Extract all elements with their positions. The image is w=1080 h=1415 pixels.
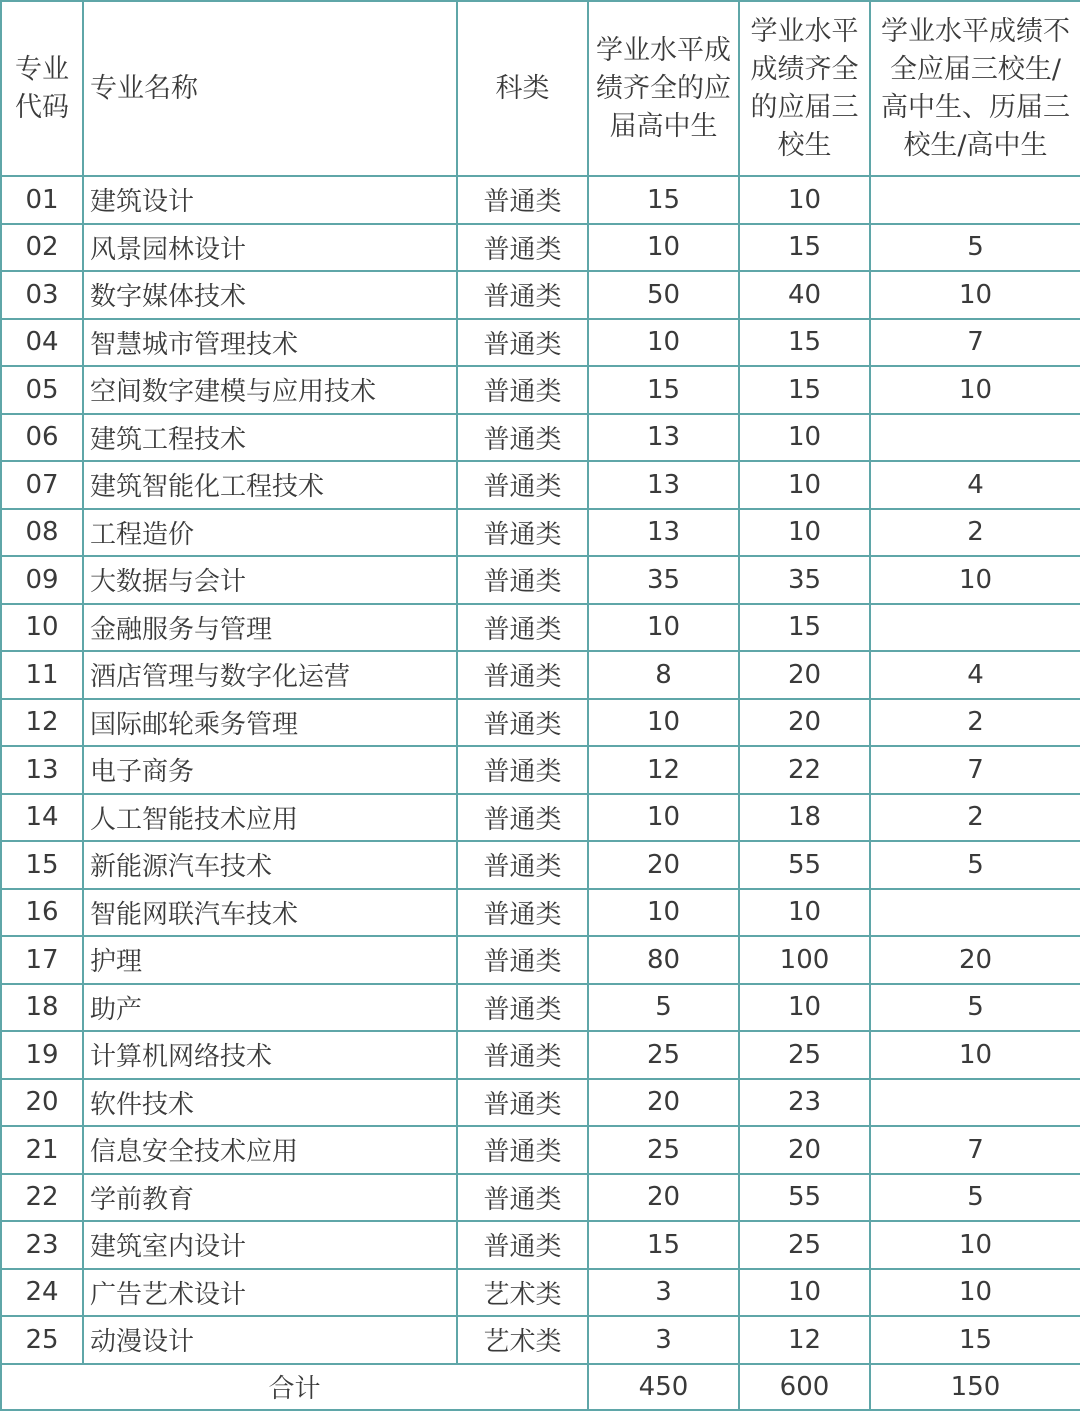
- table-row: [1, 461, 1080, 509]
- count-complete-graduates-cell: 10: [588, 699, 739, 747]
- count-complete-vocational-cell: 25: [739, 1221, 870, 1269]
- table-row: [1, 1174, 1080, 1222]
- category-cell: 普通类: [457, 794, 588, 842]
- major-code-cell: 20: [1, 1079, 83, 1127]
- major-name-cell: 助产: [83, 984, 457, 1032]
- table-row: [1, 319, 1080, 367]
- count-complete-vocational-cell: 20: [739, 1126, 870, 1174]
- table-row: [1, 841, 1080, 889]
- major-name-cell: 酒店管理与数字化运营: [83, 651, 457, 699]
- count-complete-graduates-cell: 10: [588, 604, 739, 652]
- table-row: [1, 699, 1080, 747]
- count-incomplete-cell: [870, 176, 1080, 224]
- major-code-cell: 15: [1, 841, 83, 889]
- major-code-cell: 07: [1, 461, 83, 509]
- major-name-cell: 建筑工程技术: [83, 414, 457, 462]
- category-cell: 普通类: [457, 176, 588, 224]
- table-row: [1, 984, 1080, 1032]
- count-incomplete-cell: 5: [870, 984, 1080, 1032]
- total-label: 合计: [1, 1364, 588, 1410]
- header-major-name: 专业名称: [83, 1, 457, 176]
- count-complete-vocational-cell: 10: [739, 889, 870, 937]
- count-complete-graduates-cell: 10: [588, 224, 739, 272]
- category-cell: 普通类: [457, 509, 588, 557]
- header-complete-scores-graduates: 学业水平成 绩齐全的应 届高中生: [588, 1, 739, 176]
- count-complete-vocational-cell: 15: [739, 366, 870, 414]
- major-name-cell: 智能网联汽车技术: [83, 889, 457, 937]
- major-name-cell: 电子商务: [83, 746, 457, 794]
- major-name-cell: 金融服务与管理: [83, 604, 457, 652]
- category-cell: 普通类: [457, 699, 588, 747]
- major-code-cell: 03: [1, 271, 83, 319]
- count-complete-graduates-cell: 35: [588, 556, 739, 604]
- count-complete-graduates-cell: 10: [588, 319, 739, 367]
- count-incomplete-cell: 2: [870, 509, 1080, 557]
- category-cell: 普通类: [457, 984, 588, 1032]
- category-cell: 普通类: [457, 1221, 588, 1269]
- count-incomplete-cell: [870, 604, 1080, 652]
- major-code-cell: 02: [1, 224, 83, 272]
- count-complete-vocational-cell: 23: [739, 1079, 870, 1127]
- major-code-cell: 10: [1, 604, 83, 652]
- major-code-cell: 16: [1, 889, 83, 937]
- table-row: [1, 651, 1080, 699]
- major-code-cell: 12: [1, 699, 83, 747]
- count-complete-vocational-cell: 10: [739, 176, 870, 224]
- major-name-cell: 工程造价: [83, 509, 457, 557]
- category-cell: 普通类: [457, 461, 588, 509]
- count-incomplete-cell: 10: [870, 556, 1080, 604]
- major-code-cell: 24: [1, 1269, 83, 1317]
- count-incomplete-cell: 7: [870, 1126, 1080, 1174]
- count-complete-graduates-cell: 10: [588, 794, 739, 842]
- count-complete-vocational-cell: 18: [739, 794, 870, 842]
- header-major-code: 专业 代码: [1, 1, 83, 176]
- major-name-cell: 护理: [83, 936, 457, 984]
- major-name-cell: 新能源汽车技术: [83, 841, 457, 889]
- category-cell: 艺术类: [457, 1269, 588, 1317]
- count-incomplete-cell: 10: [870, 1031, 1080, 1079]
- count-complete-graduates-cell: 50: [588, 271, 739, 319]
- count-complete-graduates-cell: 12: [588, 746, 739, 794]
- table-row: [1, 176, 1080, 224]
- major-name-cell: 广告艺术设计: [83, 1269, 457, 1317]
- category-cell: 普通类: [457, 651, 588, 699]
- table-row: [1, 414, 1080, 462]
- count-incomplete-cell: [870, 1079, 1080, 1127]
- count-complete-vocational-cell: 10: [739, 984, 870, 1032]
- category-cell: 普通类: [457, 366, 588, 414]
- count-incomplete-cell: 5: [870, 224, 1080, 272]
- count-complete-vocational-cell: 55: [739, 1174, 870, 1222]
- count-complete-vocational-cell: 22: [739, 746, 870, 794]
- table-row: [1, 889, 1080, 937]
- count-incomplete-cell: 10: [870, 1221, 1080, 1269]
- count-complete-vocational-cell: 10: [739, 509, 870, 557]
- table-row: [1, 746, 1080, 794]
- count-complete-vocational-cell: 15: [739, 604, 870, 652]
- count-incomplete-cell: 10: [870, 366, 1080, 414]
- major-name-cell: 建筑设计: [83, 176, 457, 224]
- count-complete-vocational-cell: 12: [739, 1316, 870, 1364]
- count-complete-vocational-cell: 10: [739, 461, 870, 509]
- count-incomplete-cell: 2: [870, 794, 1080, 842]
- count-complete-graduates-cell: 5: [588, 984, 739, 1032]
- major-code-cell: 01: [1, 176, 83, 224]
- major-code-cell: 25: [1, 1316, 83, 1364]
- major-name-cell: 信息安全技术应用: [83, 1126, 457, 1174]
- major-name-cell: 国际邮轮乘务管理: [83, 699, 457, 747]
- count-complete-vocational-cell: 100: [739, 936, 870, 984]
- table-row: [1, 1269, 1080, 1317]
- table-body: [1, 176, 1080, 1364]
- major-name-cell: 人工智能技术应用: [83, 794, 457, 842]
- category-cell: 艺术类: [457, 1316, 588, 1364]
- header-row: [1, 1, 1080, 176]
- count-incomplete-cell: 15: [870, 1316, 1080, 1364]
- category-cell: 普通类: [457, 1174, 588, 1222]
- count-incomplete-cell: 5: [870, 1174, 1080, 1222]
- major-code-cell: 22: [1, 1174, 83, 1222]
- category-cell: 普通类: [457, 224, 588, 272]
- count-incomplete-cell: 4: [870, 651, 1080, 699]
- count-complete-graduates-cell: 25: [588, 1126, 739, 1174]
- count-complete-vocational-cell: 55: [739, 841, 870, 889]
- major-name-cell: 动漫设计: [83, 1316, 457, 1364]
- count-complete-graduates-cell: 20: [588, 1079, 739, 1127]
- major-code-cell: 04: [1, 319, 83, 367]
- count-complete-vocational-cell: 25: [739, 1031, 870, 1079]
- count-complete-graduates-cell: 15: [588, 176, 739, 224]
- table-row: [1, 604, 1080, 652]
- major-name-cell: 建筑智能化工程技术: [83, 461, 457, 509]
- category-cell: 普通类: [457, 841, 588, 889]
- count-complete-vocational-cell: 15: [739, 224, 870, 272]
- table-row: [1, 366, 1080, 414]
- count-incomplete-cell: 10: [870, 271, 1080, 319]
- count-complete-graduates-cell: 20: [588, 1174, 739, 1222]
- major-name-cell: 学前教育: [83, 1174, 457, 1222]
- category-cell: 普通类: [457, 1126, 588, 1174]
- major-name-cell: 大数据与会计: [83, 556, 457, 604]
- header-category: 科类: [457, 1, 588, 176]
- category-cell: 普通类: [457, 319, 588, 367]
- category-cell: 普通类: [457, 556, 588, 604]
- category-cell: 普通类: [457, 414, 588, 462]
- count-complete-graduates-cell: 3: [588, 1316, 739, 1364]
- major-name-cell: 风景园林设计: [83, 224, 457, 272]
- count-complete-graduates-cell: 10: [588, 889, 739, 937]
- category-cell: 普通类: [457, 1079, 588, 1127]
- major-code-cell: 11: [1, 651, 83, 699]
- table-row: [1, 224, 1080, 272]
- major-code-cell: 19: [1, 1031, 83, 1079]
- major-name-cell: 智慧城市管理技术: [83, 319, 457, 367]
- count-incomplete-cell: 7: [870, 746, 1080, 794]
- total-a: 450: [588, 1364, 739, 1410]
- count-incomplete-cell: 10: [870, 1269, 1080, 1317]
- major-code-cell: 18: [1, 984, 83, 1032]
- count-incomplete-cell: [870, 414, 1080, 462]
- table-row: [1, 1316, 1080, 1364]
- major-code-cell: 17: [1, 936, 83, 984]
- total-c: 150: [870, 1364, 1080, 1410]
- count-complete-graduates-cell: 80: [588, 936, 739, 984]
- table-row: [1, 509, 1080, 557]
- count-incomplete-cell: 2: [870, 699, 1080, 747]
- count-complete-graduates-cell: 13: [588, 509, 739, 557]
- table-row: [1, 1126, 1080, 1174]
- table-row: [1, 936, 1080, 984]
- count-complete-vocational-cell: 35: [739, 556, 870, 604]
- count-complete-vocational-cell: 10: [739, 1269, 870, 1317]
- count-complete-graduates-cell: 20: [588, 841, 739, 889]
- major-code-cell: 13: [1, 746, 83, 794]
- count-complete-graduates-cell: 8: [588, 651, 739, 699]
- count-incomplete-cell: 7: [870, 319, 1080, 367]
- total-row: [1, 1364, 1080, 1410]
- major-name-cell: 建筑室内设计: [83, 1221, 457, 1269]
- count-complete-vocational-cell: 15: [739, 319, 870, 367]
- total-b: 600: [739, 1364, 870, 1410]
- count-complete-graduates-cell: 15: [588, 366, 739, 414]
- major-code-cell: 06: [1, 414, 83, 462]
- major-code-cell: 23: [1, 1221, 83, 1269]
- count-complete-vocational-cell: 20: [739, 651, 870, 699]
- count-complete-vocational-cell: 10: [739, 414, 870, 462]
- count-complete-graduates-cell: 13: [588, 461, 739, 509]
- count-complete-graduates-cell: 15: [588, 1221, 739, 1269]
- count-incomplete-cell: 4: [870, 461, 1080, 509]
- major-name-cell: 空间数字建模与应用技术: [83, 366, 457, 414]
- table-row: [1, 794, 1080, 842]
- category-cell: 普通类: [457, 271, 588, 319]
- category-cell: 普通类: [457, 889, 588, 937]
- header-complete-scores-vocational: 学业水平 成绩齐全 的应届三 校生: [739, 1, 870, 176]
- major-code-cell: 08: [1, 509, 83, 557]
- table-row: [1, 1221, 1080, 1269]
- category-cell: 普通类: [457, 1031, 588, 1079]
- major-name-cell: 软件技术: [83, 1079, 457, 1127]
- count-complete-graduates-cell: 13: [588, 414, 739, 462]
- count-complete-graduates-cell: 3: [588, 1269, 739, 1317]
- count-incomplete-cell: 5: [870, 841, 1080, 889]
- header-incomplete-scores: 学业水平成绩不 全应届三校生/ 高中生、历届三 校生/高中生: [870, 1, 1080, 176]
- table-row: [1, 1079, 1080, 1127]
- major-code-cell: 05: [1, 366, 83, 414]
- count-complete-vocational-cell: 40: [739, 271, 870, 319]
- category-cell: 普通类: [457, 604, 588, 652]
- count-incomplete-cell: [870, 889, 1080, 937]
- table-row: [1, 556, 1080, 604]
- count-complete-vocational-cell: 20: [739, 699, 870, 747]
- major-name-cell: 数字媒体技术: [83, 271, 457, 319]
- table-row: [1, 1031, 1080, 1079]
- table-row: [1, 271, 1080, 319]
- count-complete-graduates-cell: 25: [588, 1031, 739, 1079]
- category-cell: 普通类: [457, 936, 588, 984]
- count-incomplete-cell: 20: [870, 936, 1080, 984]
- major-name-cell: 计算机网络技术: [83, 1031, 457, 1079]
- major-code-cell: 09: [1, 556, 83, 604]
- major-code-cell: 14: [1, 794, 83, 842]
- major-code-cell: 21: [1, 1126, 83, 1174]
- category-cell: 普通类: [457, 746, 588, 794]
